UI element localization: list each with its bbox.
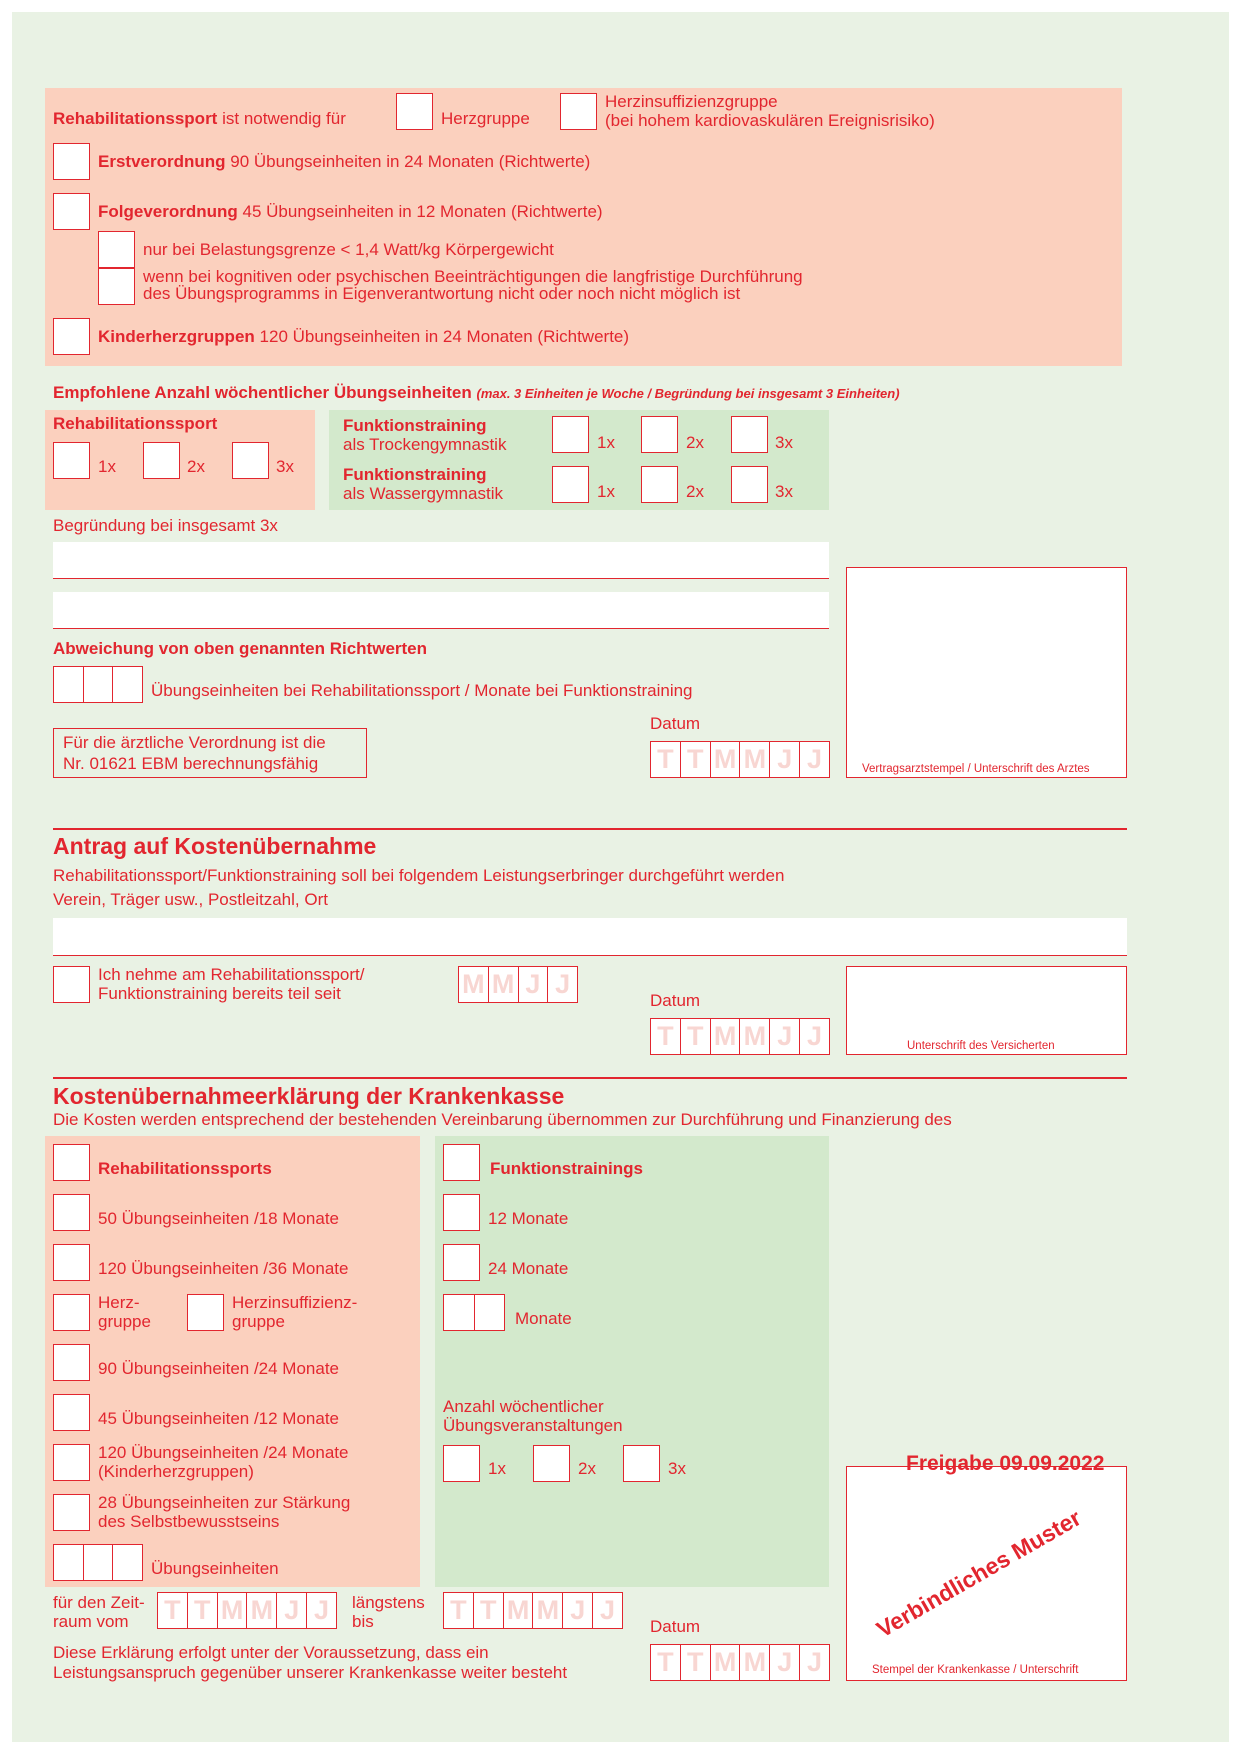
anzahl-label-1: Anzahl wöchentlicher — [443, 1397, 604, 1416]
antrag-line-1: Rehabilitationssport/Funktionstraining soll bei folgendem Leistungserbringer durchgeführt werden — [53, 866, 785, 885]
kasse-2x-label: 2x — [578, 1459, 596, 1478]
freigabe-label: Freigabe 09.09.2022 — [906, 1452, 1105, 1475]
r6-label-1: 28 Übungseinheiten zur Stärkung — [98, 1493, 351, 1512]
teilnahme-checkbox[interactable] — [53, 966, 90, 1003]
weekly-reha-label: Rehabilitationssport — [53, 414, 218, 433]
r4-checkbox[interactable] — [53, 1394, 90, 1431]
r6-checkbox[interactable] — [53, 1494, 90, 1531]
antrag-datum-field[interactable]: T T M M J J — [650, 1018, 830, 1055]
voraussetzung-line-2: Leistungsanspruch gegenüber unserer Krankenkasse weiter besteht — [53, 1663, 568, 1682]
zeitraum-label-1: für den Zeit- — [53, 1593, 145, 1612]
hi-label-2: gruppe — [232, 1312, 285, 1331]
r6-label-2: des Selbstbewusstseins — [98, 1512, 280, 1531]
erstverordnung-label: Erstverordnung 90 Übungseinheiten in 24 Monaten (Richtwerte) — [98, 152, 591, 171]
leistungserbringer-field[interactable] — [53, 918, 1127, 956]
ft-trocken-title: Funktionstraining — [343, 416, 487, 435]
ebm-line-2: Nr. 01621 EBM berechnungsfähig — [63, 754, 319, 773]
r2-checkbox[interactable] — [53, 1244, 90, 1281]
trocken-3x-checkbox[interactable] — [731, 416, 768, 453]
kasse-1x-checkbox[interactable] — [443, 1445, 480, 1482]
f3-label: Monate — [515, 1309, 572, 1328]
ebm-line-1: Für die ärztliche Verordnung ist die — [63, 733, 326, 752]
kasse-ft-panel — [435, 1136, 829, 1587]
antrag-divider — [53, 828, 1127, 830]
reha-2x-checkbox[interactable] — [143, 442, 180, 479]
muster-stamp: Verbindliches Muster — [872, 1504, 1086, 1643]
herzgruppe-checkbox[interactable] — [396, 93, 433, 130]
versicherter-signature-caption: Unterschrift des Versicherten — [907, 1040, 1055, 1052]
r5-label-1: 120 Übungseinheiten /24 Monate — [98, 1443, 349, 1462]
kasse-reha-title: Rehabilitationssports — [98, 1159, 272, 1178]
f2-label: 24 Monate — [488, 1259, 569, 1278]
teilnahme-seit-field[interactable]: M M J J — [458, 966, 578, 1003]
kasse-1x-label: 1x — [488, 1459, 506, 1478]
kasse-3x-checkbox[interactable] — [623, 1445, 660, 1482]
voraussetzung-line-1: Diese Erklärung erfolgt unter der Voraussetzung, dass ein — [53, 1643, 489, 1662]
kognitiv-label-1: wenn bei kognitiven oder psychischen Beeinträchtigungen die langfristige Durchführung — [143, 267, 803, 286]
reha-3x-checkbox[interactable] — [232, 442, 269, 479]
begruendung-field-1[interactable] — [53, 542, 829, 579]
antrag-datum-label: Datum — [650, 991, 701, 1010]
kasse-title: Kostenübernahmeerklärung der Krankenkasse — [53, 1083, 565, 1109]
arzt-stamp-caption: Vertragsarztstempel / Unterschrift des Arztes — [862, 763, 1090, 775]
r7-label: Übungseinheiten — [151, 1559, 279, 1578]
arzt-stamp-box[interactable] — [846, 567, 1127, 778]
kinderherz-checkbox[interactable] — [53, 318, 90, 355]
reha-1x-checkbox[interactable] — [53, 442, 90, 479]
begruendung-label: Begründung bei insgesamt 3x — [53, 516, 278, 535]
teilnahme-line-1: Ich nehme am Rehabilitationssport/ — [98, 965, 365, 984]
weekly-title: Empfohlene Anzahl wöchentlicher Übungseinheiten (max. 3 Einheiten je Woche / Begründung bei insgesamt 3 Einheiten) — [53, 383, 900, 402]
kasse-stamp-caption: Stempel der Krankenkasse / Unterschrift — [872, 1664, 1079, 1676]
anzahl-label-2: Übungsveranstaltungen — [443, 1416, 623, 1435]
r3-checkbox[interactable] — [53, 1344, 90, 1381]
kinderherz-label: Kinderherzgruppen 120 Übungseinheiten in 24 Monaten (Richtwerte) — [98, 327, 630, 346]
ft-trocken-text: als Trockengymnastik — [343, 435, 507, 454]
herzgruppe-label: Herzgruppe — [441, 109, 530, 128]
wasser-1x-checkbox[interactable] — [552, 466, 589, 503]
r2-label: 120 Übungseinheiten /36 Monate — [98, 1259, 349, 1278]
teilnahme-line-2: Funktionstraining bereits teil seit — [98, 984, 341, 1003]
zeitraum-label-2: raum vom — [53, 1612, 129, 1631]
trocken-1x-label: 1x — [597, 433, 615, 452]
herz-label-1: Herz- — [98, 1293, 140, 1312]
arzt-datum-label: Datum — [650, 714, 701, 733]
hi-label-1: Herzinsuffizienz- — [232, 1293, 358, 1312]
bis-label-2: bis — [352, 1612, 374, 1631]
trocken-2x-checkbox[interactable] — [641, 416, 678, 453]
f1-label: 12 Monate — [488, 1209, 569, 1228]
trocken-3x-label: 3x — [775, 433, 793, 452]
ft-wasser-text: als Wassergymnastik — [343, 484, 503, 503]
reha-needed-label: Rehabilitationssport ist notwendig für — [53, 109, 346, 128]
wasser-3x-checkbox[interactable] — [731, 466, 768, 503]
kasse-2x-checkbox[interactable] — [533, 1445, 570, 1482]
f1-checkbox[interactable] — [443, 1194, 480, 1231]
abweichung-title: Abweichung von oben genannten Richtwerten — [53, 639, 428, 658]
kasse-ft-checkbox[interactable] — [443, 1144, 480, 1181]
zeitraum-von-field[interactable]: T T M M J J — [157, 1592, 337, 1629]
abweichung-text: Übungseinheiten bei Rehabilitationssport / Monate bei Funktionstraining — [151, 681, 693, 700]
kasse-datum-label: Datum — [650, 1617, 701, 1636]
r3-label: 90 Übungseinheiten /24 Monate — [98, 1359, 340, 1378]
belastung-label: nur bei Belastungsgrenze < 1,4 Watt/kg Körpergewicht — [143, 240, 554, 259]
zeitraum-bis-field[interactable]: T T M M J J — [443, 1592, 623, 1629]
herzinsuff-checkbox[interactable] — [560, 93, 597, 130]
kognitiv-label-2: des Übungsprogramms in Eigenverantwortung nicht oder noch nicht möglich ist — [143, 284, 741, 303]
hi-checkbox[interactable] — [187, 1294, 224, 1331]
abweichung-digits[interactable] — [53, 666, 143, 703]
reha-2x-label: 2x — [187, 457, 205, 476]
folgeverordnung-label: Folgeverordnung 45 Übungseinheiten in 12 Monaten (Richtwerte) — [98, 202, 603, 221]
herz-label-2: gruppe — [98, 1312, 151, 1331]
kasse-datum-field[interactable]: T T M M J J — [650, 1644, 830, 1681]
f2-checkbox[interactable] — [443, 1244, 480, 1281]
antrag-title: Antrag auf Kostenübernahme — [53, 833, 377, 859]
kognitiv-checkbox[interactable] — [98, 268, 135, 305]
wasser-1x-label: 1x — [597, 482, 615, 501]
kasse-intro: Die Kosten werden entsprechend der bestehenden Vereinbarung übernommen zur Durchführung und Finanzierung des — [53, 1110, 952, 1129]
wasser-2x-checkbox[interactable] — [641, 466, 678, 503]
herz-checkbox[interactable] — [53, 1294, 90, 1331]
reha-1x-label: 1x — [98, 457, 116, 476]
r1-checkbox[interactable] — [53, 1194, 90, 1231]
belastung-checkbox[interactable] — [98, 231, 135, 268]
herzinsuff-label-1: Herzinsuffizienzgruppe — [605, 92, 778, 111]
trocken-2x-label: 2x — [686, 433, 704, 452]
f3-digits[interactable] — [443, 1294, 505, 1331]
begruendung-field-2[interactable] — [53, 592, 829, 629]
r5-checkbox[interactable] — [53, 1444, 90, 1481]
bis-label-1: längstens — [352, 1593, 425, 1612]
antrag-line-2: Verein, Träger usw., Postleitzahl, Ort — [53, 890, 328, 909]
r4-label: 45 Übungseinheiten /12 Monate — [98, 1409, 340, 1428]
folgeverordnung-checkbox[interactable] — [53, 193, 90, 230]
erstverordnung-checkbox[interactable] — [53, 143, 90, 180]
kasse-ft-title: Funktionstrainings — [490, 1159, 643, 1178]
herzinsuff-label-2: (bei hohem kardiovaskulären Ereignisrisiko) — [605, 111, 935, 130]
arzt-datum-field[interactable]: T T M M J J — [650, 741, 830, 778]
kasse-divider — [53, 1077, 1127, 1079]
trocken-1x-checkbox[interactable] — [552, 416, 589, 453]
r7-digits[interactable] — [53, 1544, 143, 1581]
kasse-3x-label: 3x — [668, 1459, 686, 1478]
ft-wasser-title: Funktionstraining — [343, 465, 487, 484]
kasse-reha-checkbox[interactable] — [53, 1144, 90, 1181]
reha-3x-label: 3x — [276, 457, 294, 476]
wasser-3x-label: 3x — [775, 482, 793, 501]
wasser-2x-label: 2x — [686, 482, 704, 501]
r1-label: 50 Übungseinheiten /18 Monate — [98, 1209, 340, 1228]
r5-label-2: (Kinderherzgruppen) — [98, 1462, 254, 1481]
